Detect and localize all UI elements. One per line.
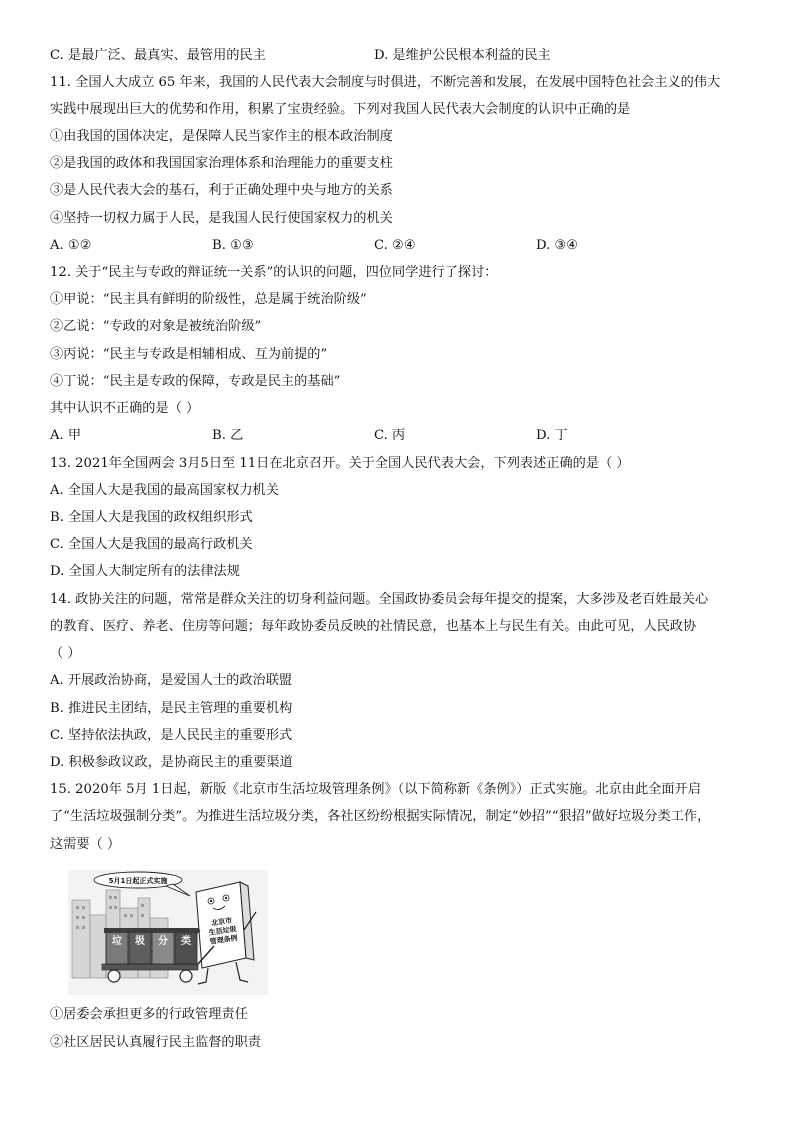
q14-option-c: C. 坚持依法执政，是人民民主的重要形式	[50, 728, 293, 743]
q11-item-1: ①由我国的国体决定，是保障人民当家作主的根本政治制度	[50, 129, 393, 144]
q14-stem-line1: 14. 政协关注的问题，常常是群众关注的切身利益问题。全国政协委员会每年提交的提案，大多涉及老百姓最关心	[50, 592, 709, 607]
q12-item-4: ④丁说：“民主是专政的保障，专政是民主的基础”	[50, 374, 341, 389]
q13-stem: 13. 2021年全国两会 3月5日至 11日在北京召开。关于全国人民代表大会，下列表述正确的是（ ）	[50, 456, 630, 471]
q13-option-b: B. 全国人大是我国的政权组织形式	[50, 510, 253, 525]
q12-option-c: C. 丙	[374, 428, 406, 443]
bin-label-1: 垃	[112, 936, 122, 947]
q15-stem-line3: 这需要（ ）	[50, 837, 121, 852]
q15-stem-line1: 15. 2020年 5月 1日起，新版《北京市生活垃圾管理条例》（以下简称新《条例》）正式实施。北京由此全面开启	[50, 782, 701, 797]
q13-option-a: A. 全国人大是我国的最高国家权力机关	[50, 483, 279, 498]
bin-label-3: 分	[158, 936, 168, 947]
q11-stem-line2: 实践中展现出巨大的优势和作用，积累了宝贵经验。下列对我国人民代表大会制度的认识中正确的是	[50, 102, 631, 117]
bin-label-2: 圾	[135, 936, 145, 947]
q11-item-2: ②是我国的政体和我国国家治理体系和治理能力的重要支柱	[50, 156, 393, 171]
q14-option-b: B. 推进民主团结，是民主管理的重要机构	[50, 701, 293, 716]
bubble-text: 5月1日起正式实施	[108, 877, 168, 885]
q11-item-3: ③是人民代表大会的基石，利于正确处理中央与地方的关系	[50, 183, 393, 198]
option-d: D. 是维护公民根本利益的民主	[374, 48, 551, 63]
q11-option-d: D. ③④	[536, 238, 579, 253]
book-title-line2: 生活垃圾	[208, 925, 238, 937]
q11-option-a: A. ①②	[50, 238, 92, 253]
q14-stem-line2: 的教育、医疗、养老、住房等问题；每年政协委员反映的社情民意，也基本上与民生有关。由此可见，人民政协	[50, 619, 697, 634]
q11-options	[50, 237, 750, 255]
q12-item-1: ①甲说：“民主具有鲜明的阶级性，总是属于统治阶级”	[50, 292, 367, 307]
q12-item-3: ③丙说：“民主与专政是相辅相成、互为前提的”	[50, 347, 328, 362]
bin-label-4: 类	[181, 936, 191, 947]
q12-item-2: ②乙说：“专政的对象是被统治阶级”	[50, 319, 262, 334]
option-c: C. 是最广泛、最真实、最管用的民主	[50, 48, 266, 63]
q14-blank: （ ）	[50, 646, 81, 661]
q12-option-b: B. 乙	[212, 428, 244, 443]
q11-option-c: C. ②④	[374, 238, 416, 253]
q12-stem: 12. 关于“民主与专政的辩证统一关系”的认识的问题，四位同学进行了探讨：	[50, 265, 498, 280]
q11-item-4: ④坚持一切权力属于人民，是我国人民行使国家权力的机关	[50, 211, 393, 226]
q11-option-b: B. ①③	[212, 238, 254, 253]
q12-options	[50, 427, 750, 445]
q12-option-a: A. 甲	[50, 428, 82, 443]
q10-options-cd	[50, 47, 750, 65]
q11-stem-line1: 11. 全国人大成立 65 年来，我国的人民代表大会制度与时俱进，不断完善和发展，在发展中国特色社会主义的伟大	[50, 75, 721, 90]
q12-question: 其中认识不正确的是（ ）	[50, 401, 200, 416]
q14-option-d: D. 积极参政议政，是协商民主的重要渠道	[50, 755, 293, 770]
q13-option-c: C. 全国人大是我国的最高行政机关	[50, 537, 253, 552]
garbage-sorting-cartoon	[68, 870, 268, 995]
book-title-line1: 北京市	[210, 916, 233, 928]
q13-option-d: D. 全国人大制定所有的法律法规	[50, 564, 240, 579]
q12-option-d: D. 丁	[536, 428, 568, 443]
q15-item-1: ①居委会承担更多的行政管理责任	[50, 1007, 248, 1022]
book-title-line3: 管理条例	[209, 934, 239, 946]
q14-option-a: A. 开展政治协商，是爱国人士的政治联盟	[50, 673, 293, 688]
q15-item-2: ②社区居民认真履行民主监督的职责	[50, 1035, 261, 1050]
q15-stem-line2: 了“生活垃圾强制分类”。为推进生活垃圾分类，各社区纷纷根据实际情况，制定“妙招”“狠招”做好垃圾分类工作，	[50, 809, 711, 824]
